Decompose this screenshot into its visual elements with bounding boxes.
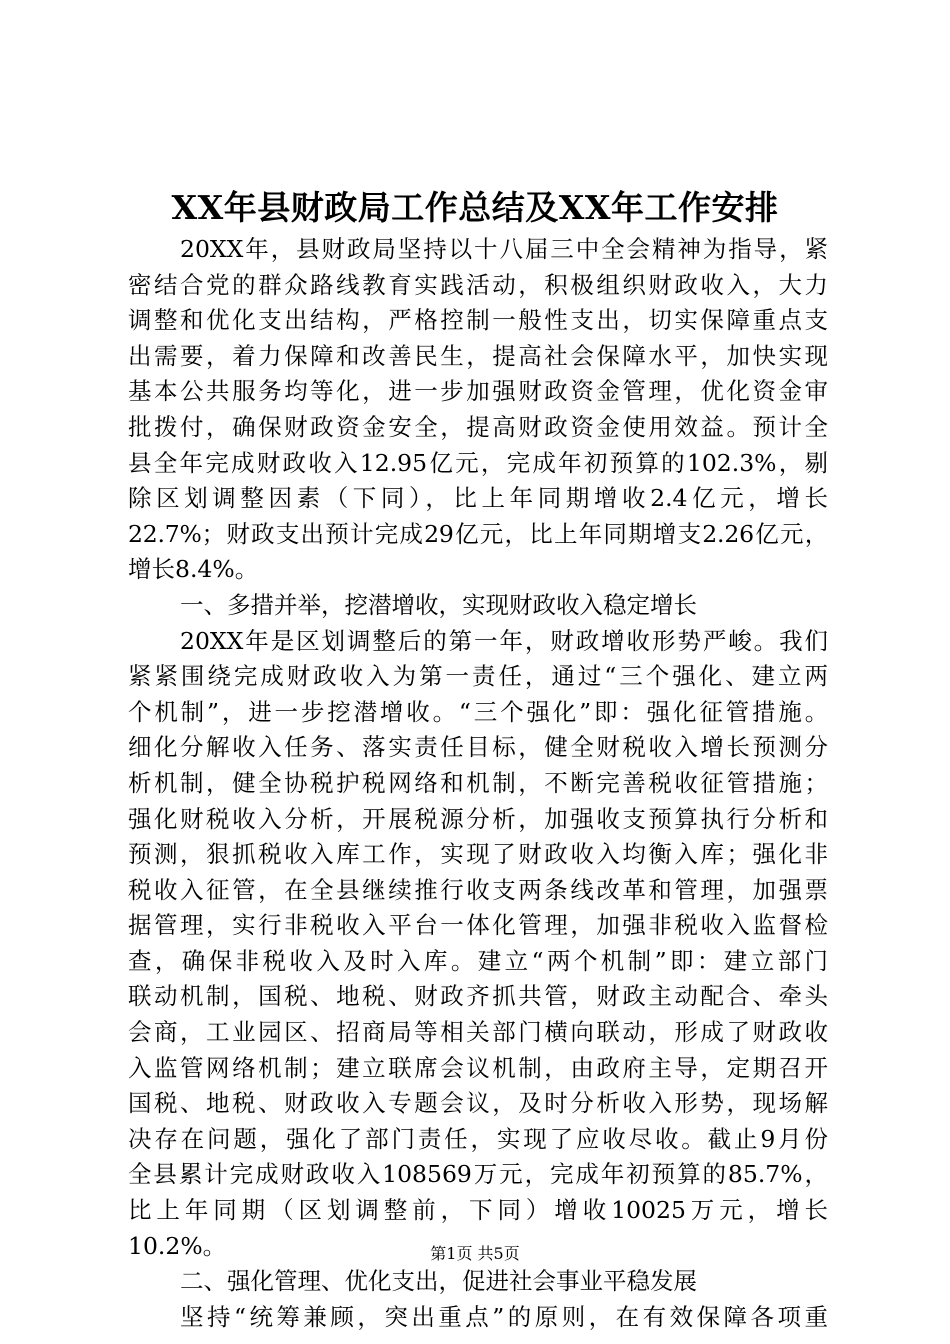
text-line: 调整和优化支出结构，严格控制一般性支出，切实保障重点支 — [128, 306, 828, 335]
section-heading: 一、多措并举，挖潜增收，实现财政收入稳定增长 — [180, 590, 697, 619]
text-line: 国税、地税、财政收入专题会议，及时分析收入形势，现场解 — [128, 1089, 828, 1118]
text-line: 预测，狠抓税收入库工作，实现了财政收入均衡入库；强化非 — [128, 840, 828, 869]
page-number-footer: 第1页 共5页 — [430, 1244, 520, 1263]
text-line: 坚持“统筹兼顾，突出重点”的原则，在有效保障各项重 — [180, 1302, 828, 1331]
text-line: 税收入征管，在全县继续推行收支两条线改革和管理，加强票 — [128, 875, 828, 904]
document-title: XX年县财政局工作总结及XX年工作安排 — [171, 188, 779, 227]
text-line: 全县累计完成财政收入108569万元，完成年初预算的85.7%， — [128, 1160, 828, 1189]
text-line: 增长8.4%。 — [128, 555, 259, 584]
text-line: 批拨付，确保财政资金安全，提高财政资金使用效益。预计全 — [128, 412, 828, 441]
text-line: 除区划调整因素（下同），比上年同期增收2.4亿元，增长 — [128, 484, 828, 513]
text-line: 析机制，健全协税护税网络和机制，不断完善税收征管措施； — [128, 768, 828, 797]
text-line: 20XX年，县财政局坚持以十八届三中全会精神为指导，紧 — [180, 235, 828, 263]
text-line: 据管理，实行非税收入平台一体化管理，加强非税收入监督检 — [128, 911, 828, 940]
text-line: 20XX年是区划调整后的第一年，财政增收形势严峻。我们 — [180, 626, 828, 655]
text-line: 决存在问题，强化了部门责任，实现了应收尽收。截止9月份 — [128, 1124, 828, 1153]
text-line: 比上年同期（区划调整前，下同）增收10025万元，增长 — [128, 1196, 828, 1225]
text-line: 入监管网络机制；建立联席会议机制，由政府主导，定期召开 — [128, 1053, 828, 1082]
text-line: 22.7%；财政支出预计完成29亿元，比上年同期增支2.26亿元， — [128, 519, 828, 548]
text-line: 强化财税收入分析，开展税源分析，加强收支预算执行分析和 — [128, 804, 828, 833]
text-line: 查，确保非税收入及时入库。建立“两个机制”即：建立部门 — [128, 946, 828, 975]
text-line: 县全年完成财政收入12.95亿元，完成年初预算的102.3%，剔 — [128, 448, 828, 477]
text-line: 细化分解收入任务、落实责任目标，健全财税收入增长预测分 — [128, 733, 828, 762]
text-line: 个机制”，进一步挖潜增收。“三个强化”即：强化征管措施。 — [128, 697, 828, 726]
text-line: 密结合党的群众路线教育实践活动，积极组织财政收入，大力 — [128, 270, 828, 299]
document-body — [128, 232, 828, 1335]
text-line: 出需要，着力保障和改善民生，提高社会保障水平，加快实现 — [128, 341, 828, 370]
section-heading: 二、强化管理、优化支出，促进社会事业平稳发展 — [180, 1267, 697, 1296]
text-line: 联动机制，国税、地税、财政齐抓共管，财政主动配合、牵头 — [128, 982, 828, 1011]
text-line: 10.2%。 — [128, 1231, 227, 1260]
text-line: 会商，工业园区、招商局等相关部门横向联动，形成了财政收 — [128, 1018, 828, 1047]
text-line: 紧紧围绕完成财政收入为第一责任，通过“三个强化、建立两 — [128, 662, 828, 691]
text-line: 基本公共服务均等化，进一步加强财政资金管理，优化资金审 — [128, 377, 828, 406]
